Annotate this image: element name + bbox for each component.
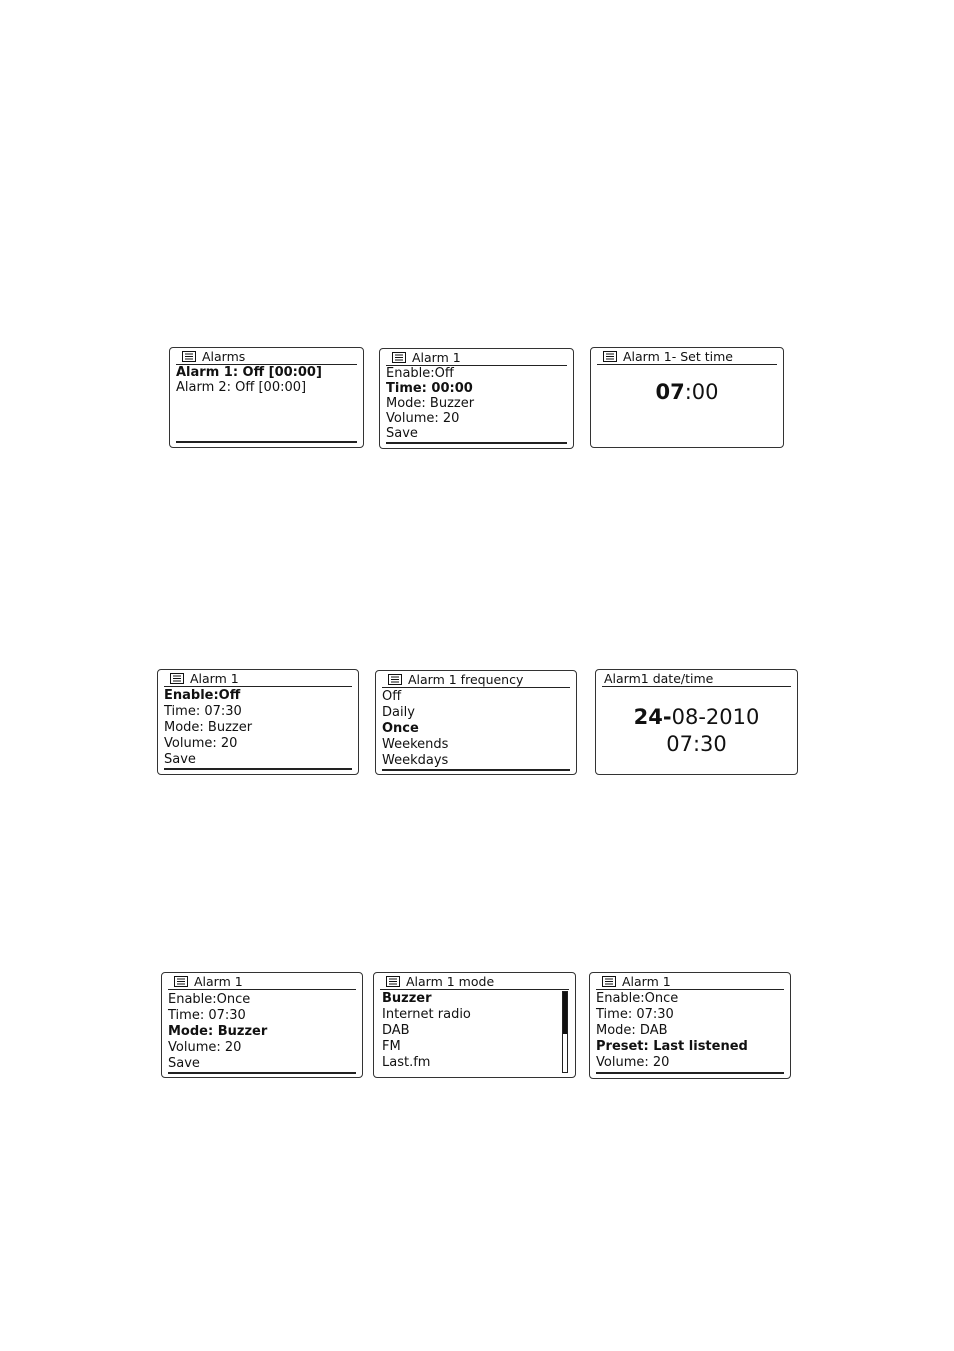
menu-item-daily[interactable]: Daily: [382, 705, 415, 720]
menu-item-dab[interactable]: DAB: [382, 1023, 410, 1038]
menu-item-off[interactable]: Off: [382, 689, 402, 704]
menu-item-mode[interactable]: Mode: Buzzer: [164, 720, 253, 735]
screen-header: [602, 671, 791, 687]
menu-list-icon: [392, 352, 406, 363]
screen-set-time: [590, 347, 784, 448]
time-minutes: :00: [684, 380, 719, 404]
screen-header: [176, 349, 357, 365]
screen-header: [597, 349, 777, 365]
screen-title: Alarm 1- Set time: [623, 349, 733, 364]
screen-header: [596, 974, 784, 990]
menu-item-enable[interactable]: Enable:Once: [168, 992, 251, 1007]
menu-item-volume[interactable]: Volume: 20: [386, 411, 460, 426]
screen-frequency: [375, 670, 577, 775]
screen-header: [380, 974, 569, 990]
scrollbar-thumb[interactable]: [563, 992, 567, 1034]
menu-item-mode[interactable]: Mode: DAB: [596, 1023, 668, 1038]
screen-footer-rule: [176, 441, 357, 443]
screen-title: Alarms: [202, 349, 246, 364]
screen-header: [382, 672, 570, 688]
menu-item-alarm-2[interactable]: Alarm 2: Off [00:00]: [176, 380, 307, 395]
menu-item-volume[interactable]: Volume: 20: [168, 1040, 242, 1055]
screen-title: Alarm 1: [194, 974, 243, 989]
menu-item-mode[interactable]: Mode: Buzzer: [386, 396, 475, 411]
menu-item-weekends[interactable]: Weekends: [382, 737, 449, 752]
scrollbar[interactable]: [562, 991, 568, 1073]
menu-list-icon: [602, 976, 616, 987]
menu-item-enable[interactable]: Enable:Off: [164, 688, 241, 703]
menu-item-fm[interactable]: FM: [382, 1039, 401, 1054]
menu-item-preset[interactable]: Preset: Last listened: [596, 1039, 748, 1054]
screen-footer-rule: [164, 768, 352, 770]
menu-item-time[interactable]: Time: 00:00: [386, 381, 473, 396]
screen-alarms: [169, 347, 364, 448]
menu-item-alarm-1[interactable]: Alarm 1: Off [00:00]: [176, 365, 322, 380]
screen-title: Alarm 1: [190, 671, 239, 686]
menu-item-enable[interactable]: Enable:Once: [596, 991, 679, 1006]
menu-item-volume[interactable]: Volume: 20: [164, 736, 238, 751]
screen-title: Alarm 1 frequency: [408, 672, 524, 687]
screen-title: Alarm 1: [622, 974, 671, 989]
screen-footer-rule: [596, 1072, 784, 1074]
menu-list-icon: [603, 351, 617, 362]
menu-item-save[interactable]: Save: [164, 752, 196, 767]
menu-item-once[interactable]: Once: [382, 721, 419, 736]
screen-title: Alarm1 date/time: [604, 671, 714, 686]
date-value: [596, 704, 797, 730]
menu-list-icon: [174, 976, 188, 987]
menu-item-mode[interactable]: Mode: Buzzer: [168, 1024, 268, 1039]
menu-list-icon: [170, 673, 184, 684]
date-day-field[interactable]: 24-: [633, 705, 672, 729]
menu-item-enable[interactable]: Enable:Off: [386, 366, 454, 381]
menu-item-save[interactable]: Save: [168, 1056, 200, 1071]
menu-item-weekdays[interactable]: Weekdays: [382, 753, 449, 768]
screen-footer-rule: [382, 769, 570, 771]
screen-header: [386, 350, 567, 366]
time-hours-field[interactable]: 07: [655, 380, 685, 404]
screen-alarm1-settings-d: [589, 972, 791, 1079]
screen-title: Alarm 1: [412, 350, 461, 365]
screen-date-time: [595, 669, 798, 775]
screen-footer-rule: [168, 1072, 356, 1074]
screen-title: Alarm 1 mode: [406, 974, 495, 989]
screen-alarm1-settings-a: [379, 348, 574, 449]
menu-item-internet-radio[interactable]: Internet radio: [382, 1007, 471, 1022]
menu-item-volume[interactable]: Volume: 20: [596, 1055, 670, 1070]
time-value: [591, 379, 783, 405]
menu-list-icon: [388, 674, 402, 685]
menu-item-time[interactable]: Time: 07:30: [164, 704, 242, 719]
screen-header: [168, 974, 356, 990]
menu-item-time[interactable]: Time: 07:30: [596, 1007, 674, 1022]
screen-footer-rule: [386, 442, 567, 444]
screen-mode: [373, 972, 576, 1078]
menu-list-icon: [386, 976, 400, 987]
screen-alarm1-settings-c: [161, 972, 363, 1078]
date-month-year: 08-2010: [671, 705, 760, 729]
screen-header: [164, 671, 352, 687]
screen-alarm1-settings-b: [157, 669, 359, 775]
menu-item-lastfm[interactable]: Last.fm: [382, 1055, 431, 1070]
menu-item-save[interactable]: Save: [386, 426, 418, 441]
menu-item-buzzer[interactable]: Buzzer: [382, 991, 432, 1006]
menu-item-time[interactable]: Time: 07:30: [168, 1008, 246, 1023]
menu-list-icon: [182, 351, 196, 362]
time-value: 07:30: [666, 732, 727, 756]
